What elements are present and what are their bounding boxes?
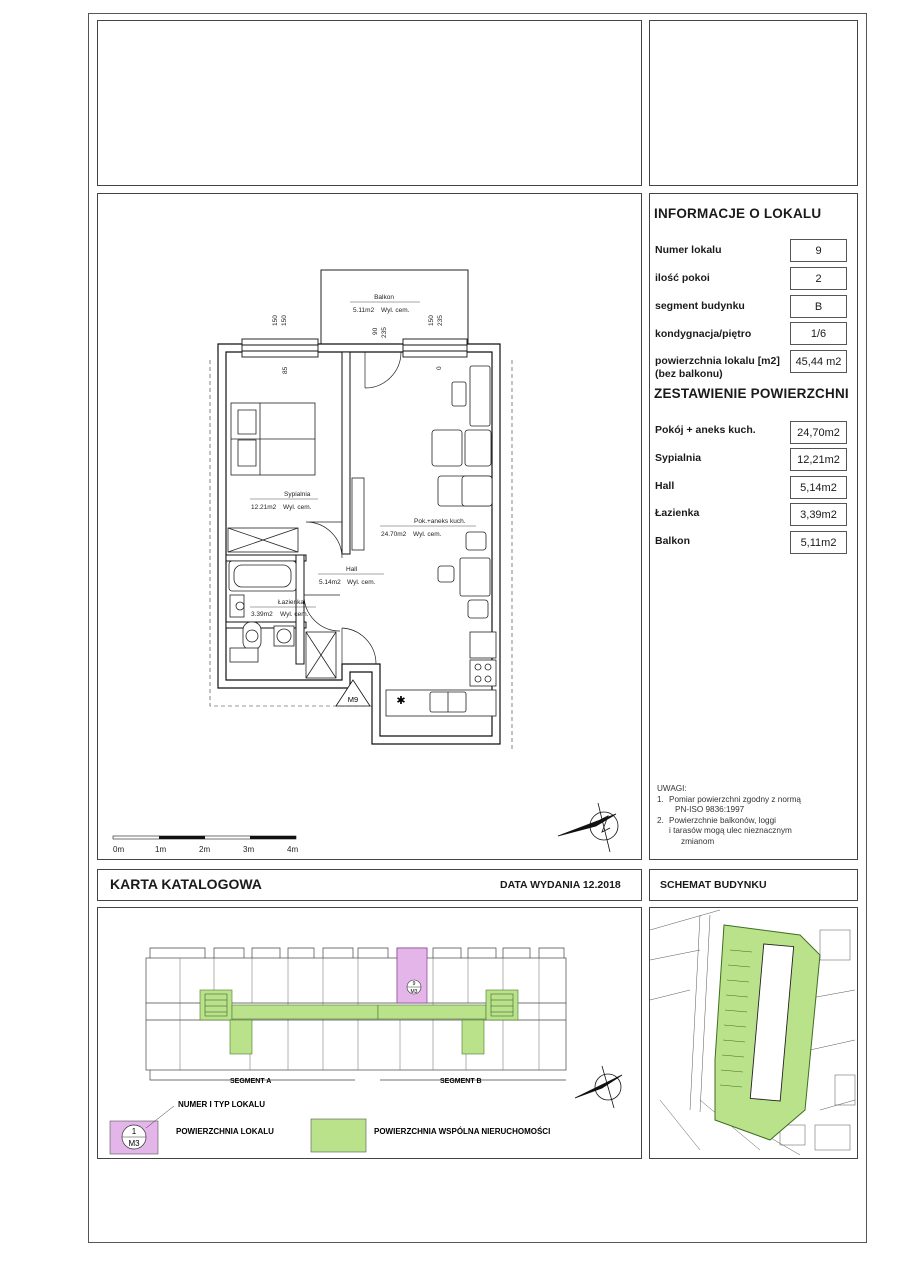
highlighted-unit xyxy=(397,948,427,1003)
notes-title: UWAGI: xyxy=(657,784,687,793)
room-floor-bathroom: Wyl. cem. xyxy=(280,611,309,618)
area-label-balcony: Balkon xyxy=(655,535,691,547)
room-area-hall: 5.14m2 xyxy=(319,579,341,586)
room-area-balcony: 5.11m2 xyxy=(353,307,375,314)
dim-label: 235 xyxy=(381,327,388,338)
area-label-hall: Hall xyxy=(655,480,675,492)
bed xyxy=(231,403,315,475)
room-floor-balcony: Wyl. cem. xyxy=(381,307,410,314)
note-item: 1. Pomiar powierzchni zgodny z normą PN-ISO 9836:1997 xyxy=(657,794,801,814)
scale-label: 4m xyxy=(287,845,299,854)
legend-sample-number: 1 xyxy=(131,1127,137,1136)
north-arrow-icon xyxy=(575,1066,622,1108)
dim-label: 150 xyxy=(428,315,435,326)
header-side-area xyxy=(649,20,858,186)
info-value-unit-number: 9 xyxy=(790,239,847,262)
unit-mark-number: 9 xyxy=(412,981,416,987)
area-label-living: Pokój + aneks kuch. xyxy=(655,424,756,436)
floor-plan xyxy=(97,193,640,858)
room-area-bathroom: 3.39m2 xyxy=(251,611,273,618)
legend-number-type: NUMER I TYP LOKALU xyxy=(178,1100,265,1109)
info-label-unit-number: Numer lokalu xyxy=(655,244,722,256)
common-area xyxy=(200,990,518,1054)
notes xyxy=(657,784,801,847)
building-plan xyxy=(97,907,640,1157)
room-name-bedroom: Sypialnia xyxy=(284,491,311,498)
info-value-segment: B xyxy=(790,295,847,318)
north-arrow-icon xyxy=(558,803,618,852)
segment-b-label: SEGMENT B xyxy=(440,1078,482,1085)
scale-label: 2m xyxy=(199,845,211,854)
scale-label: 3m xyxy=(243,845,255,854)
info-label-area: powierzchnia lokalu [m2] xyxy=(655,355,780,367)
dim-label: 150 xyxy=(272,315,279,326)
unit-mark-type: M3 xyxy=(410,989,418,995)
info-title: INFORMACJE O LOKALU xyxy=(654,206,822,221)
dim-label: 235 xyxy=(437,315,444,326)
area-value-hall: 5,14m2 xyxy=(790,476,847,499)
segment-a-label: SEGMENT A xyxy=(230,1078,272,1085)
area-value-bathroom: 3,39m2 xyxy=(790,503,847,526)
unit-tag-label: M9 xyxy=(347,695,359,704)
legend-common-area: POWIERZCHNIA WSPÓLNA NIERUCHOMOŚCI xyxy=(374,1127,551,1136)
room-area-bedroom: 12.21m2 xyxy=(251,504,277,511)
issue-date: DATA WYDANIA 12.2018 xyxy=(500,879,621,891)
room-floor-living: Wyl. cem. xyxy=(413,531,442,538)
areas-title: ZESTAWIENIE POWIERZCHNI xyxy=(654,386,849,401)
room-name-bathroom: Łazienka xyxy=(278,599,305,606)
dim-label: 0 xyxy=(436,366,443,370)
info-value-rooms: 2 xyxy=(790,267,847,290)
catalog-title: KARTA KATALOGOWA xyxy=(110,876,262,892)
info-label-floor: kondygnacja/piętro xyxy=(655,328,752,340)
scale-label: 1m xyxy=(155,845,167,854)
dim-label: 150 xyxy=(281,315,288,326)
room-name-hall: Hall xyxy=(346,566,358,573)
legend-sample-type: M3 xyxy=(128,1139,140,1148)
info-value-floor: 1/6 xyxy=(790,322,847,345)
scale-label: 0m xyxy=(113,845,125,854)
legend xyxy=(110,1100,550,1154)
room-floor-hall: Wyl. cem. xyxy=(347,579,376,586)
area-value-living: 24,70m2 xyxy=(790,421,847,444)
room-floor-bedroom: Wyl. cem. xyxy=(283,504,312,511)
legend-unit-area: POWIERZCHNIA LOKALU xyxy=(176,1127,274,1136)
info-label-segment: segment budynku xyxy=(655,300,745,312)
room-name-balcony: Balkon xyxy=(374,294,394,301)
info-panel xyxy=(649,193,858,860)
site-plan xyxy=(649,907,856,1157)
area-label-bedroom: Sypialnia xyxy=(655,452,702,464)
info-label-area-note: (bez balkonu) xyxy=(655,368,723,380)
area-value-bedroom: 12,21m2 xyxy=(790,448,847,471)
scale-bar xyxy=(113,836,298,854)
info-label-rooms: ilość pokoi xyxy=(655,272,710,284)
schema-title: SCHEMAT BUDYNKU xyxy=(660,879,767,891)
fridge-star-icon: ✱ xyxy=(396,695,406,707)
room-name-living: Pok.+aneks kuch. xyxy=(414,518,466,525)
area-value-balcony: 5,11m2 xyxy=(790,531,847,554)
dim-label: 85 xyxy=(282,366,289,374)
info-value-area: 45,44 m2 xyxy=(790,350,847,373)
note-item: 2. Powierzchnie balkonów, loggi i tarasów mogą ulec nieznacznym zmianom xyxy=(657,815,792,846)
dim-label: 90 xyxy=(372,327,379,335)
area-label-bathroom: Łazienka xyxy=(655,507,700,519)
header-logo-area xyxy=(97,20,642,186)
living-furniture xyxy=(386,366,496,716)
room-area-living: 24.70m2 xyxy=(381,531,407,538)
